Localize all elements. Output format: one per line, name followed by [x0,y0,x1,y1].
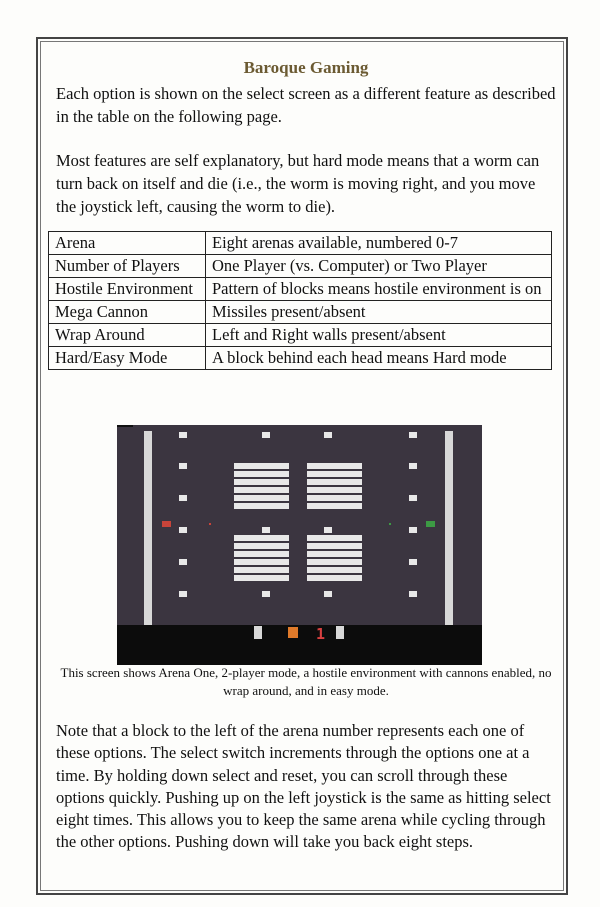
hard-mode-paragraph: Most features are self explanatory, but hard mode means that a worm can turn back on itself and die (i.e., the worm is moving right, and you move the joystick left, causing the worm to die). [56,151,540,216]
center-block-stripe [307,567,362,573]
center-block-stripe [307,463,362,469]
intro-paragraph: Each option is shown on the select screen as a different feature as described in the table on the following page. [56,84,556,126]
arena-screen [117,425,482,665]
arena-number: 1 [316,625,326,643]
cannon-missile-right [389,523,391,525]
center-block-stripe [234,495,289,501]
page-title: Baroque Gaming [243,58,369,77]
hostile-block [179,495,187,501]
center-block-stripe [234,575,289,581]
right-wall [445,431,453,625]
option-block-hostile [288,627,298,638]
hostile-block [409,432,417,438]
center-marker [324,527,332,533]
game-screenshot [117,425,482,665]
center-block-stripe [307,559,362,565]
center-block-stripe [307,479,362,485]
option-description: Eight arenas available, numbered 0-7 [206,232,552,255]
status-bar [117,625,482,665]
option-name: Number of Players [49,255,206,278]
left-wall [144,431,152,625]
top-left-marker [117,425,133,427]
hostile-block [409,495,417,501]
option-name: Wrap Around [49,324,206,347]
option-name: Arena [49,232,206,255]
option-description: A block behind each head means Hard mode [206,347,552,370]
hostile-block [324,432,332,438]
hostile-block [409,463,417,469]
table-row [49,278,552,301]
options-table [48,231,552,370]
hostile-block [179,559,187,565]
center-block-stripe [307,575,362,581]
table-row [49,324,552,347]
table-row [49,347,552,370]
center-block-stripe [307,503,362,509]
center-block-stripe [234,503,289,509]
center-marker [262,527,270,533]
center-block-stripe [234,463,289,469]
option-block-players [254,626,262,639]
table-row [49,255,552,278]
table-row [49,301,552,324]
option-description: Pattern of blocks means hostile environment is on [206,278,552,301]
hostile-block [262,591,270,597]
hostile-block [409,591,417,597]
center-block-stripe [307,487,362,493]
option-description: Left and Right walls present/absent [206,324,552,347]
hostile-block [324,591,332,597]
center-block-stripe [234,559,289,565]
center-block-stripe [234,567,289,573]
option-description: Missiles present/absent [206,301,552,324]
note-paragraph: Note that a block to the left of the arena number represents each one of these options. The select switch increments through the options one at a time. By holding down select and reset, you can scroll through these options quickly. Pushing up on the left joystick is the same as hitting select eight times. This allows you to keep the same arena while cycling through the other options. Pushing down will take you back eight steps. [56,721,551,852]
center-block-stripe [307,471,362,477]
option-name: Hard/Easy Mode [49,347,206,370]
hostile-block [262,432,270,438]
hostile-block [409,527,417,533]
center-block-stripe [234,543,289,549]
center-block-stripe [307,551,362,557]
option-name: Mega Cannon [49,301,206,324]
hostile-block [179,463,187,469]
table-row [49,232,552,255]
hostile-block [179,527,187,533]
screenshot-caption: This screen shows Arena One, 2-player mode, a hostile environment with cannons enabled, no wrap around, and in easy mode. [60,665,552,698]
worm-right-head [426,521,435,527]
center-block-stripe [307,495,362,501]
center-block-stripe [234,535,289,541]
center-block-stripe [234,487,289,493]
center-block-stripe [234,479,289,485]
hostile-block [179,432,187,438]
center-block-stripe [234,471,289,477]
hostile-block [409,559,417,565]
hostile-block [179,591,187,597]
option-description: One Player (vs. Computer) or Two Player [206,255,552,278]
option-name: Hostile Environment [49,278,206,301]
center-block-stripe [307,543,362,549]
worm-left-head [162,521,171,527]
center-block-stripe [307,535,362,541]
option-block-cannon [336,626,344,639]
page-content [56,56,556,370]
cannon-missile-left [209,523,211,525]
center-block-stripe [234,551,289,557]
